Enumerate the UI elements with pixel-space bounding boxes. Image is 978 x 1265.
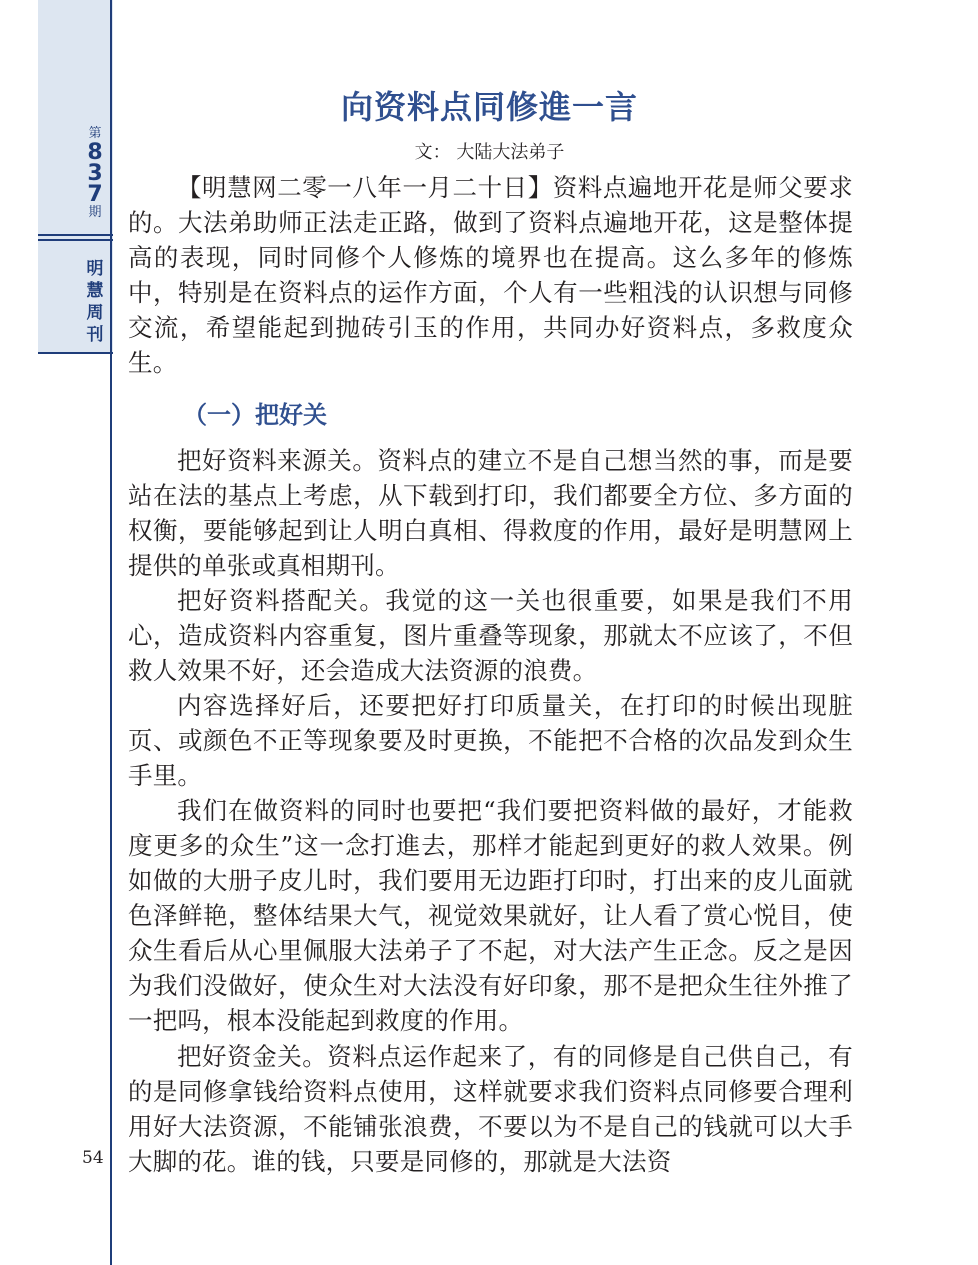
issue-digit: 7 bbox=[87, 182, 103, 207]
journal-name bbox=[84, 258, 106, 346]
margin-rule bbox=[110, 0, 112, 1265]
sidebar-divider bbox=[38, 234, 113, 236]
sidebar-divider bbox=[38, 239, 113, 241]
article-paragraph: 把好资金关。资料点运作起来了，有的同修是自己供自己，有的是同修拿钱给资料点使用，这样就要求我们资料点同修要合理利用好大法资源，不能铺张浪费，不要以为不是自己的钱就可以大手大脚的花。谁的钱，只要是同修的，那就是大法资 bbox=[128, 1042, 853, 1176]
journal-char: 周 bbox=[86, 303, 104, 323]
article-title: 向资料点同修進一言 bbox=[340, 88, 638, 126]
page-number: 54 bbox=[82, 1148, 104, 1168]
journal-char: 慧 bbox=[86, 281, 104, 301]
issue-suffix: 期 bbox=[88, 205, 102, 220]
section-heading: （一）把好关 bbox=[183, 401, 327, 429]
issue-digit: 8 bbox=[87, 140, 103, 165]
article-paragraph: 把好资料来源关。资料点的建立不是自己想当然的事，而是要站在法的基点上考虑，从下载到打印，我们都要全方位、多方面的权衡，要能够起到让人明白真相、得救度的作用，最好是明慧网上提供的单张或真相期刊。 bbox=[128, 446, 853, 580]
issue-number bbox=[84, 126, 106, 221]
journal-char: 明 bbox=[86, 259, 104, 279]
issue-digit: 3 bbox=[87, 161, 103, 186]
issue-prefix: 第 bbox=[88, 126, 102, 141]
article-paragraph: 把好资料搭配关。我觉的这一关也很重要，如果是我们不用心，造成资料内容重复，图片重叠等现象，那就太不应该了，不但救人效果不好，还会造成大法资源的浪费。 bbox=[128, 586, 853, 685]
sidebar-divider bbox=[38, 352, 113, 354]
article-paragraph: 内容选择好后，还要把好打印质量关，在打印的时候出现脏页、或颜色不正等现象要及时更换，不能把不合格的次品发到众生手里。 bbox=[128, 691, 853, 790]
article-paragraph: 【明慧网二零一八年一月二十日】资料点遍地开花是师父要求的。大法弟助师正法走正路，做到了资料点遍地开花，这是整体提高的表现，同时同修个人修炼的境界也在提高。这么多年的修炼中，特别是在资料点的运作方面，个人有一些粗浅的认识想与同修交流，希望能起到抛砖引玉的作用，共同办好资料点，多救度众生。 bbox=[128, 173, 853, 377]
article-byline: 文： 大陆大法弟子 bbox=[414, 142, 565, 163]
article-paragraph: 我们在做资料的同时也要把“我们要把资料做的最好，才能救度更多的众生”这一念打進去，那样才能起到更好的救人效果。例如做的大册子皮儿时，我们要用无边距打印时，打出来的皮儿面就色泽鲜艳，整体结果大气，视觉效果就好，让人看了赏心悦目，使众生看后从心里佩服大法弟子了不起，对大法产生正念。反之是因为我们没做好，使众生对大法没有好印象，那不是把众生往外推了一把吗，根本没能起到救度的作用。 bbox=[128, 796, 853, 1035]
journal-char: 刊 bbox=[86, 325, 104, 345]
